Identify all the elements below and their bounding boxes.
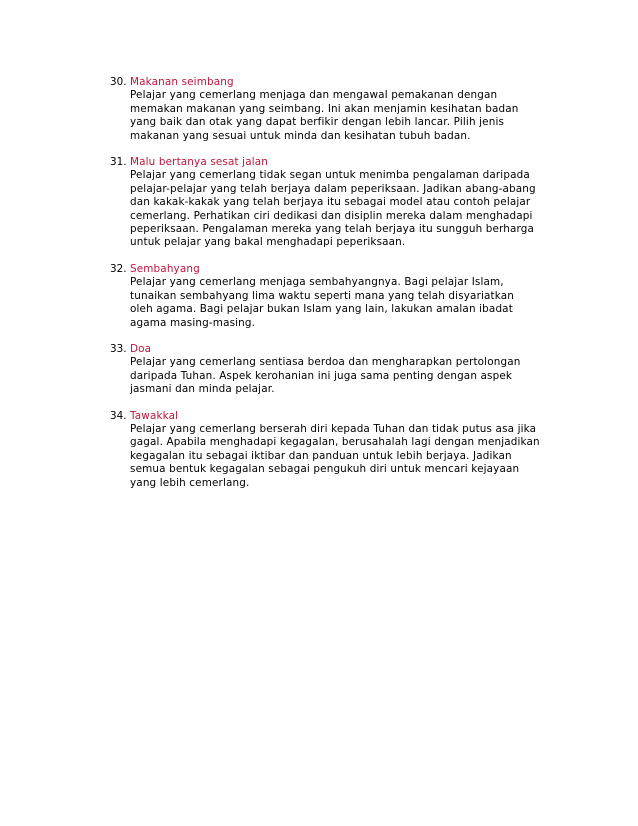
item-number: 33. (110, 342, 127, 355)
item-body: Pelajar yang cemerlang menjaga sembahyangnya. Bagi pelajar Islam, tunaikan sembahyang lima waktu seperti mana yang telah disyariatkan oleh agama. Bagi pelajar bukan Islam yang lain, lakukan amalan ibadat agama masing-masing. (130, 276, 515, 329)
list-item-30 (110, 76, 540, 143)
item-body: Pelajar yang cemerlang berserah diri kepada Tuhan dan tidak putus asa jika gagal. Apabila menghadapi kegagalan, berusahalah lagi dengan menjadikan kegagalan itu sebagai iktibar dan panduan untuk lebih berjaya. Jadikan semua bentuk kegagalan sebagai pengukuh diri untuk mencari kejayaan yang lebih cemerlang. (130, 422, 540, 489)
item-title: Makanan seimbang (130, 76, 234, 88)
list-item-33 (110, 343, 540, 397)
list-item-31 (110, 156, 540, 250)
item-number: 34. (110, 409, 127, 422)
item-number: 31. (110, 156, 127, 169)
item-title: Tawakkal (130, 409, 179, 422)
item-number: 30. (110, 76, 127, 88)
item-number: 32. (110, 262, 127, 275)
list-item-32 (110, 263, 540, 330)
list-item-34 (110, 410, 540, 490)
item-body: Pelajar yang cemerlang sentiasa berdoa dan mengharapkan pertolongan daripada Tuhan. Aspek kerohanian ini juga sama penting dengan aspek jasmani dan minda pelajar. (130, 356, 521, 396)
item-body: Pelajar yang cemerlang menjaga dan mengawal pemakanan dengan memakan makanan yang seimbang. Ini akan menjamin kesihatan badan yang baik dan otak yang dapat berfikir dengan lebih lancar. Pilih jenis makanan yang sesuai untuk minda dan kesihatan tubuh badan. (130, 89, 519, 142)
item-body: Pelajar yang cemerlang tidak segan untuk menimba pengalaman daripada pelajar-pelajar yang telah berjaya dalam peperiksaan. Jadikan abang-abang dan kakak-kakak yang telah berjaya itu sebagai model atau contoh pelajar cemerlang. Perhatikan ciri dedikasi dan disiplin mereka dalam menghadapi peperiksaan. Pengalaman mereka yang telah berjaya itu sungguh berharga untuk pelajar yang bakal menghadapi peperiksaan. (130, 169, 536, 249)
item-title: Sembahyang (130, 262, 200, 275)
numbered-list (110, 76, 540, 503)
item-title: Doa (130, 342, 152, 355)
item-title: Malu bertanya sesat jalan (130, 156, 269, 169)
